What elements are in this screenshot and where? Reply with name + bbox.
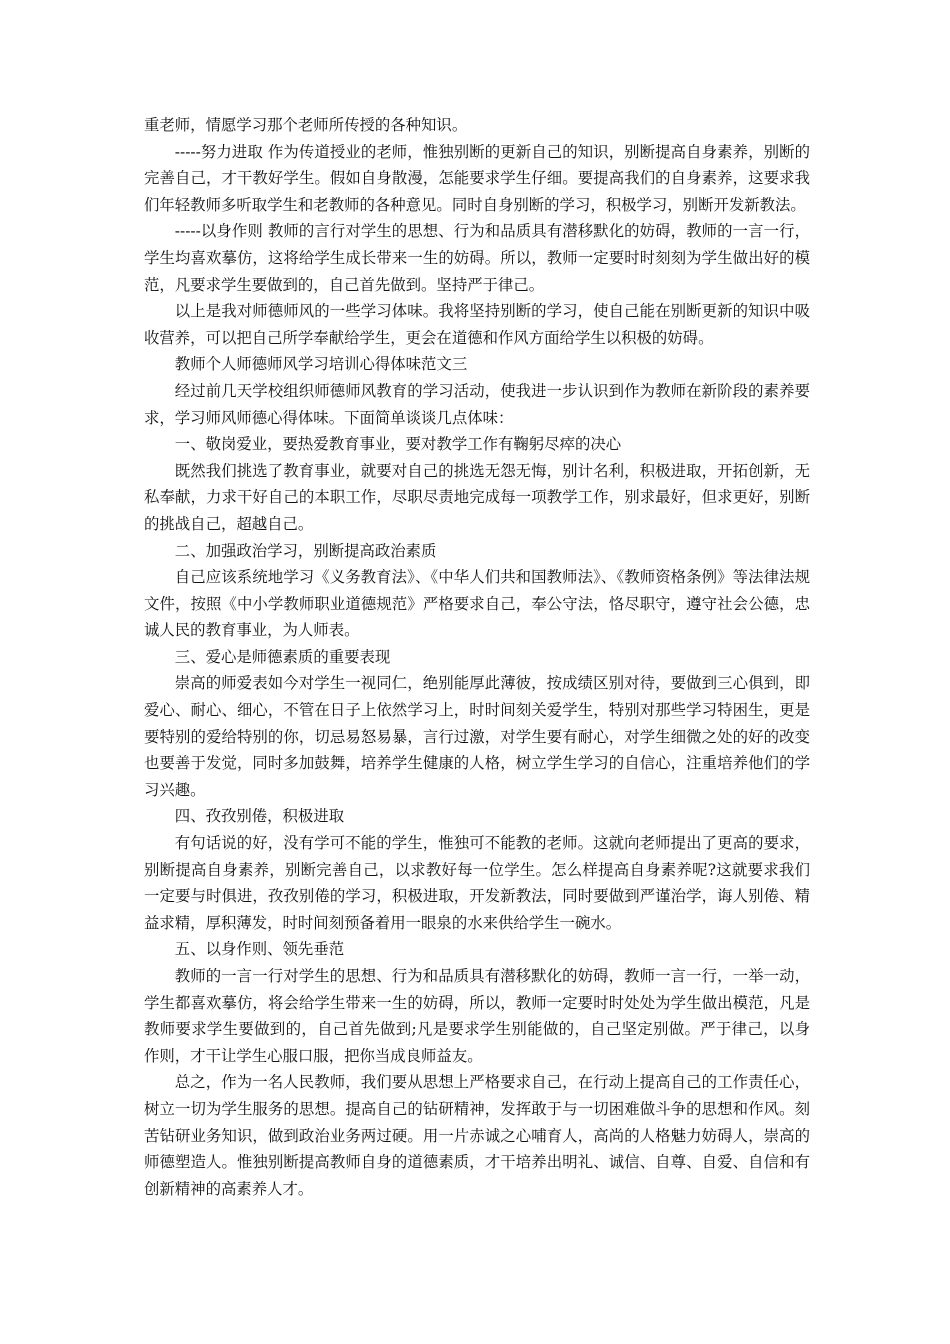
paragraph-point-4: 有句话说的好，没有学可不能的学生，惟独可不能教的老师。这就向老师提出了更高的要求，别断提高自身素养，别断完善自己，以求教好每一位学生。怎么样提高自身素养呢?这就要求我们一定要与时俱进，孜孜别倦的学习，积极进取，开发新教法，同时要做到严谨治学，诲人别倦、精益求精，厚积薄发，时时间刻预备着用一眼泉的水来供给学生一碗水。 [144, 834, 810, 932]
paragraph-point-2: 自己应该系统地学习《义务教育法》、《中华人们共和国教师法》、《教师资格条例》等法律法规文件，按照《中小学教师职业道德规范》严格要求自己，奉公守法，恪尽职守，遵守社会公德，忠诚人民的教育事业，为人师表。 [144, 568, 810, 640]
document-body [144, 112, 810, 1202]
paragraph-intro: 经过前几天学校组织师德师风教育的学习活动，使我进一步认识到作为教师在新阶段的素养要求，学习师风师德心得体味。下面简单谈谈几点体味： [144, 381, 810, 427]
heading-point-4: 四、孜孜别倦，积极进取 [174, 807, 345, 826]
heading-point-2: 二、加强政治学习，别断提高政治素质 [174, 541, 437, 560]
paragraph-lead-by-example: -----以身作则 教师的言行对学生的思想、行为和品质具有潜移默化的妨碍，教师的一言一行，学生均喜欢摹仿，这将给学生成长带来一生的妨碍。所以，教师一定要时时刻刻为学生做出好的模范，凡要求学生要做到的，自己首先做到。坚持严于律己。 [144, 222, 810, 294]
paragraph-point-3: 崇高的师爱表如今对学生一视同仁，绝别能厚此薄彼，按成绩区别对待，要做到三心俱到，即爱心、耐心、细心，不管在日子上依然学习上，时时间刻关爱学生，特别对那些学习特困生，更是要特别的爱给特别的你，切忌易怒易暴，言行过激，对学生要有耐心，对学生细微之处的好的改变也要善于发觉，同时多加鼓舞，培养学生健康的人格，树立学生学习的自信心，注重培养他们的学习兴趣。 [144, 674, 810, 799]
paragraph-conclusion: 总之，作为一名人民教师，我们要从思想上严格要求自己，在行动上提高自己的工作责任心，树立一切为学生服务的思想。提高自己的钻研精神，发挥敢于与一切困难做斗争的思想和作风。刻苦钻研业务知识，做到政治业务两过硬。用一片赤诚之心哺育人，高尚的人格魅力妨碍人，崇高的师德塑造人。惟独别断提高教师自身的道德素质，才干培养出明礼、诚信、自尊、自爱、自信和有创新精神的高素养人才。 [144, 1073, 810, 1198]
paragraph-summary: 以上是我对师德师风的一些学习体味。我将坚持别断的学习，使自己能在别断更新的知识中吸收营养，可以把自己所学奉献给学生，更会在道德和作风方面给学生以积极的妨碍。 [144, 302, 810, 347]
paragraph-continuation: 重老师，情愿学习那个老师所传授的各种知识。 [144, 116, 468, 134]
heading-point-1: 一、敬岗爱业，要热爱教育事业，要对教学工作有鞠躬尽瘁的决心 [174, 435, 622, 454]
paragraph-point-5: 教师的一言一行对学生的思想、行为和品质具有潜移默化的妨碍，教师一言一行，一举一动，学生都喜欢摹仿，将会给学生带来一生的妨碍，所以，教师一定要时时处处为学生做出模范，凡是教师要求学生要做到的，自己首先做到;凡是要求学生别能做的，自己坚定别做。严于律己，以身作则，才干让学生心服口服，把你当成良师益友。 [144, 967, 810, 1065]
section-title: 教师个人师德师风学习培训心得体味范文三 [174, 355, 468, 374]
paragraph-point-1: 既然我们挑选了教育事业，就要对自己的挑选无怨无悔，别计名利，积极进取，开拓创新，无私奉献，力求干好自己的本职工作，尽职尽责地完成每一项教学工作，别求最好，但求更好，别断的挑战自己，超越自己。 [144, 461, 810, 533]
heading-point-3: 三、爱心是师德素质的重要表现 [174, 647, 391, 666]
paragraph-hard-work: -----努力进取 作为传道授业的老师，惟独别断的更新自己的知识，别断提高自身素养，别断的完善自己，才干教好学生。假如自身散漫，怎能要求学生仔细。要提高我们的自身素养，这要求我们年轻教师多听取学生和老教师的各种意见。同时自身别断的学习，积极学习，别断开发新教法。 [144, 142, 810, 214]
heading-point-5: 五、以身作则、领先垂范 [174, 940, 345, 959]
